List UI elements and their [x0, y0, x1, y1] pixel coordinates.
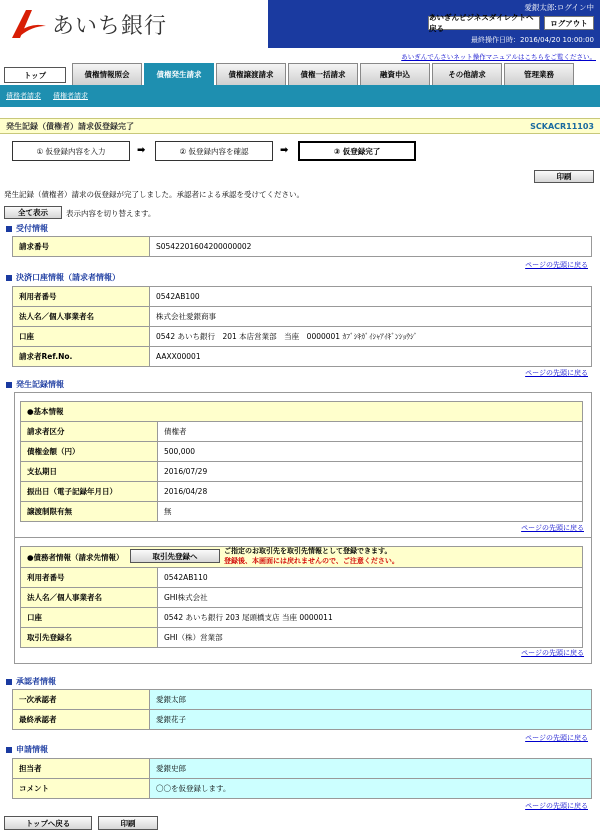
section-approver: 承認者情報	[6, 676, 56, 687]
table-row: 譲渡制限有無 無	[21, 502, 583, 522]
print-button-top[interactable]: 印刷	[534, 170, 594, 183]
login-status: 愛銀太郎:ログイン中	[524, 3, 594, 12]
square-bullet-icon	[6, 226, 12, 232]
step-confirm: ② 仮登録内容を確認	[155, 141, 273, 161]
square-bullet-icon	[6, 747, 12, 753]
show-all-button[interactable]: 全て表示	[4, 206, 62, 219]
table-row: 請求者区分 債権者	[21, 422, 583, 442]
table-row: 一次承認者 愛銀太郎	[13, 690, 592, 710]
tab-financing[interactable]: 融資申込	[360, 63, 430, 85]
section-settlement: 決済口座情報（請求者情報）	[6, 272, 120, 283]
tab-other-requests[interactable]: その他請求	[432, 63, 502, 85]
back-to-business-direct-button[interactable]: あいぎんビジネスダイレクトへ戻る	[428, 16, 540, 30]
receipt-table	[12, 236, 592, 257]
page-top-link[interactable]: ページの先頭に戻る	[525, 261, 588, 269]
step-arrow-icon: ➡	[137, 145, 146, 156]
back-to-top-button[interactable]: トップへ戻る	[4, 816, 92, 830]
approver-table	[12, 689, 592, 730]
table-row: 取引先登録名 GHI（株）営業部	[21, 628, 583, 648]
table-row: 利用者番号 0542AB100	[13, 287, 592, 307]
subnav-creditor-request[interactable]: 債権者請求	[53, 92, 88, 100]
last-operation-time: 最終操作日時：2016/04/20 10:00:00	[470, 36, 594, 44]
table-row: 口座 0542 あいち銀行 203 尾頭橋支店 当座 0000011	[21, 608, 583, 628]
square-bullet-icon	[6, 275, 12, 281]
step-complete: ③ 仮登録完了	[298, 141, 416, 161]
section-application: 申請情報	[6, 744, 48, 755]
bank-name: あいち銀行	[52, 13, 168, 39]
section-receipt: 受付情報	[6, 223, 48, 234]
screen-id: SCKACR11103	[530, 121, 594, 131]
table-row: 最終承認者 愛銀花子	[13, 710, 592, 730]
settlement-table	[12, 286, 592, 367]
page-top-link[interactable]: ページの先頭に戻る	[525, 802, 588, 810]
square-bullet-icon	[6, 679, 12, 685]
manual-link[interactable]: あいぎんでんさいネット操作マニュアルはこちらをご覧ください。	[401, 53, 596, 61]
register-note: ご指定のお取引先を取引先情報として登録できます。	[224, 547, 392, 555]
show-all-description: 表示内容を切り替えます。	[66, 209, 156, 218]
main-tabs	[4, 63, 576, 85]
table-row: 法人名／個人事業者名 GHI株式会社	[21, 588, 583, 608]
application-table	[12, 758, 592, 799]
bank-logo	[8, 6, 167, 42]
tab-claim-transfer[interactable]: 債権譲渡請求	[216, 63, 286, 85]
table-row: 担当者 愛銀史郎	[13, 759, 592, 779]
page-top-link[interactable]: ページの先頭に戻る	[525, 734, 588, 742]
tab-claim-issuance[interactable]: 債権発生請求	[144, 63, 214, 85]
table-row: コメント 〇〇を仮登録します。	[13, 779, 592, 799]
bank-logo-mark-icon	[8, 8, 48, 40]
sub-navigation	[0, 85, 600, 107]
step-input: ① 仮登録内容を入力	[12, 141, 130, 161]
table-row: 請求番号 S0542201604200000002	[13, 237, 592, 257]
table-row: 振出日（電子記録年月日） 2016/04/28	[21, 482, 583, 502]
page-top-link[interactable]: ページの先頭に戻る	[521, 649, 584, 657]
divider	[14, 537, 592, 538]
page-top-link[interactable]: ページの先頭に戻る	[521, 524, 584, 532]
request-number: S0542201604200000002	[150, 237, 592, 257]
page-title: 発生記録（債権者）請求仮登録完了	[6, 121, 134, 131]
tab-top[interactable]: トップ	[4, 67, 66, 83]
table-row: 債権金額（円） 500,000	[21, 442, 583, 462]
table-row: 請求者Ref.No. AAXX00001	[13, 347, 592, 367]
tab-admin[interactable]: 管理業務	[504, 63, 574, 85]
table-row: 支払期日 2016/07/29	[21, 462, 583, 482]
tab-claim-inquiry[interactable]: 債権情報照会	[72, 63, 142, 85]
page-title-bar	[0, 118, 600, 134]
logout-button[interactable]: ログアウト	[544, 16, 594, 30]
table-row: 利用者番号 0542AB110	[21, 568, 583, 588]
page-top-link[interactable]: ページの先頭に戻る	[525, 369, 588, 377]
print-button-bottom[interactable]: 印刷	[98, 816, 158, 830]
header-bar	[268, 0, 600, 48]
table-row: ●基本情報	[21, 402, 583, 422]
basic-info-table	[20, 401, 583, 522]
table-row: 口座 0542 あいち銀行 201 本店営業部 当座 0000001 ｶﾌﾞｼｷｶﾞｲｼｬｱｲｷﾞﾝｼｮｳｼﾞ	[13, 327, 592, 347]
register-warning: 登録後、本画面には戻れませんので、ご注意ください。	[224, 557, 399, 565]
debtor-info-heading: ●債務者情報（請求先情報）	[27, 552, 124, 562]
square-bullet-icon	[6, 382, 12, 388]
completion-message: 発生記録（債権者）請求の仮登録が完了しました。承認者による承認を受けてください。	[4, 190, 304, 199]
step-arrow-icon: ➡	[280, 145, 289, 156]
tab-claim-batch[interactable]: 債権一括請求	[288, 63, 358, 85]
table-row: 法人名／個人事業者名 株式会社愛銀商事	[13, 307, 592, 327]
register-partner-button[interactable]: 取引先登録へ	[130, 549, 220, 563]
subnav-debtor-request[interactable]: 債務者請求	[6, 92, 41, 100]
section-record: 発生記録情報	[6, 379, 64, 390]
